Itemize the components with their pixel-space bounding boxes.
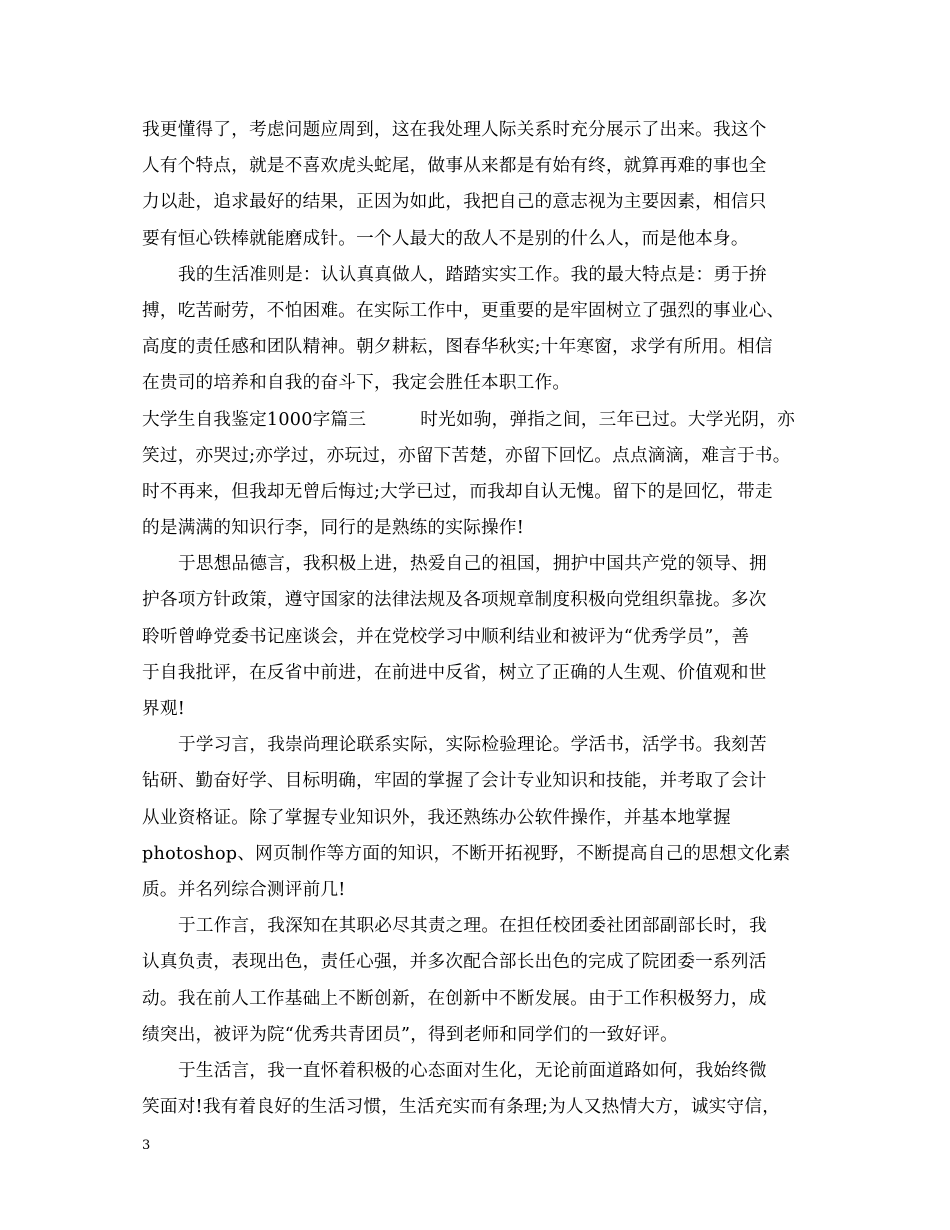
text-line: 高度的责任感和团队精神。朝夕耕耘，图春华秋实;十年寒窗，求学有所用。相信 bbox=[142, 337, 773, 358]
text-line: 护各项方针政策，遵守国家的法律法规及各项规章制度积极向党组织靠拢。多次 bbox=[142, 590, 767, 611]
text-line: 在贵司的培养和自我的奋斗下，我定会胜任本职工作。 bbox=[142, 373, 571, 394]
text-line: 搏，吃苦耐劳，不怕困难。在实际工作中，更重要的是牢固树立了强烈的事业心、 bbox=[142, 300, 785, 321]
paragraph-start-line: 我的生活准则是：认认真真做人，踏踏实实工作。我的最大特点是：勇于拚 bbox=[178, 264, 767, 285]
text-line: 笑过，亦哭过;亦学过，亦玩过，亦留下苦楚，亦留下回忆。点点滴滴，难言于书。 bbox=[142, 445, 791, 466]
text-line: 聆听曾峥党委书记座谈会，并在党校学习中顺利结业和被评为“优秀学员”，善 bbox=[142, 626, 750, 647]
text-line: 要有恒心铁棒就能磨成针。一个人最大的敌人不是别的什么人，而是他本身。 bbox=[142, 228, 749, 249]
text-line: 从业资格证。除了掌握专业知识外，我还熟练办公软件操作，并基本地掌握 bbox=[142, 807, 731, 828]
text-line: 时不再来，但我却无曾后悔过;大学已过，而我却自认无愧。留下的是回忆，带走 bbox=[142, 481, 773, 502]
page-number: 3 bbox=[142, 1138, 151, 1153]
section-first-sentence: 时光如驹，弹指之间，三年已过。大学光阴，亦 bbox=[420, 409, 795, 430]
text-line: 笑面对!我有着良好的生活习惯，生活充实而有条理;为人又热情大方，诚实守信， bbox=[142, 1097, 781, 1118]
text-line: photoshop、网页制作等方面的知识，不断开拓视野，不断提高自己的思想文化素 bbox=[142, 843, 791, 864]
text-line: 绩突出，被评为院“优秀共青团员”，得到老师和同学们的一致好评。 bbox=[142, 1024, 678, 1045]
paragraph-start-line: 于思想品德言，我积极上进，热爱自己的祖国，拥护中国共产党的领导、拥 bbox=[178, 554, 767, 575]
text-line: 于自我批评，在反省中前进，在前进中反省，树立了正确的人生观、价值观和世 bbox=[142, 662, 767, 683]
paragraph-start-line: 于学习言，我崇尚理论联系实际，实际检验理论。学活书，活学书。我刻苦 bbox=[178, 735, 767, 756]
section-heading: 大学生自我鉴定1000字篇三 bbox=[142, 409, 367, 430]
section-heading-line bbox=[142, 402, 832, 438]
text-line: 认真负责，表现出色，责任心强，并多次配合部长出色的完成了院团委一系列活 bbox=[142, 952, 767, 973]
text-line: 动。我在前人工作基础上不断创新，在创新中不断发展。由于工作积极努力，成 bbox=[142, 988, 767, 1009]
text-line: 钻研、勤奋好学、目标明确，牢固的掌握了会计专业知识和技能，并考取了会计 bbox=[142, 771, 767, 792]
text-line: 界观! bbox=[142, 699, 186, 719]
text-line: 质。并名列综合测评前几! bbox=[142, 879, 346, 900]
paragraph-start-line: 于工作言，我深知在其职必尽其责之理。在担任校团委社团部副部长时，我 bbox=[178, 916, 767, 937]
text-line: 的是满满的知识行李，同行的是熟练的实际操作! bbox=[142, 518, 525, 539]
text-line: 人有个特点，就是不喜欢虎头蛇尾，做事从来都是有始有终，就算再难的事也全 bbox=[142, 156, 767, 177]
paragraph-start-line: 于生活言，我一直怀着积极的心态面对生化，无论前面道路如何，我始终微 bbox=[178, 1060, 767, 1081]
text-line: 力以赴，追求最好的结果，正因为如此，我把自己的意志视为主要因素，相信只 bbox=[142, 192, 767, 213]
body-text bbox=[142, 112, 832, 1125]
text-line: 我更懂得了，考虑问题应周到，这在我处理人际关系时充分展示了出来。我这个 bbox=[142, 120, 767, 140]
